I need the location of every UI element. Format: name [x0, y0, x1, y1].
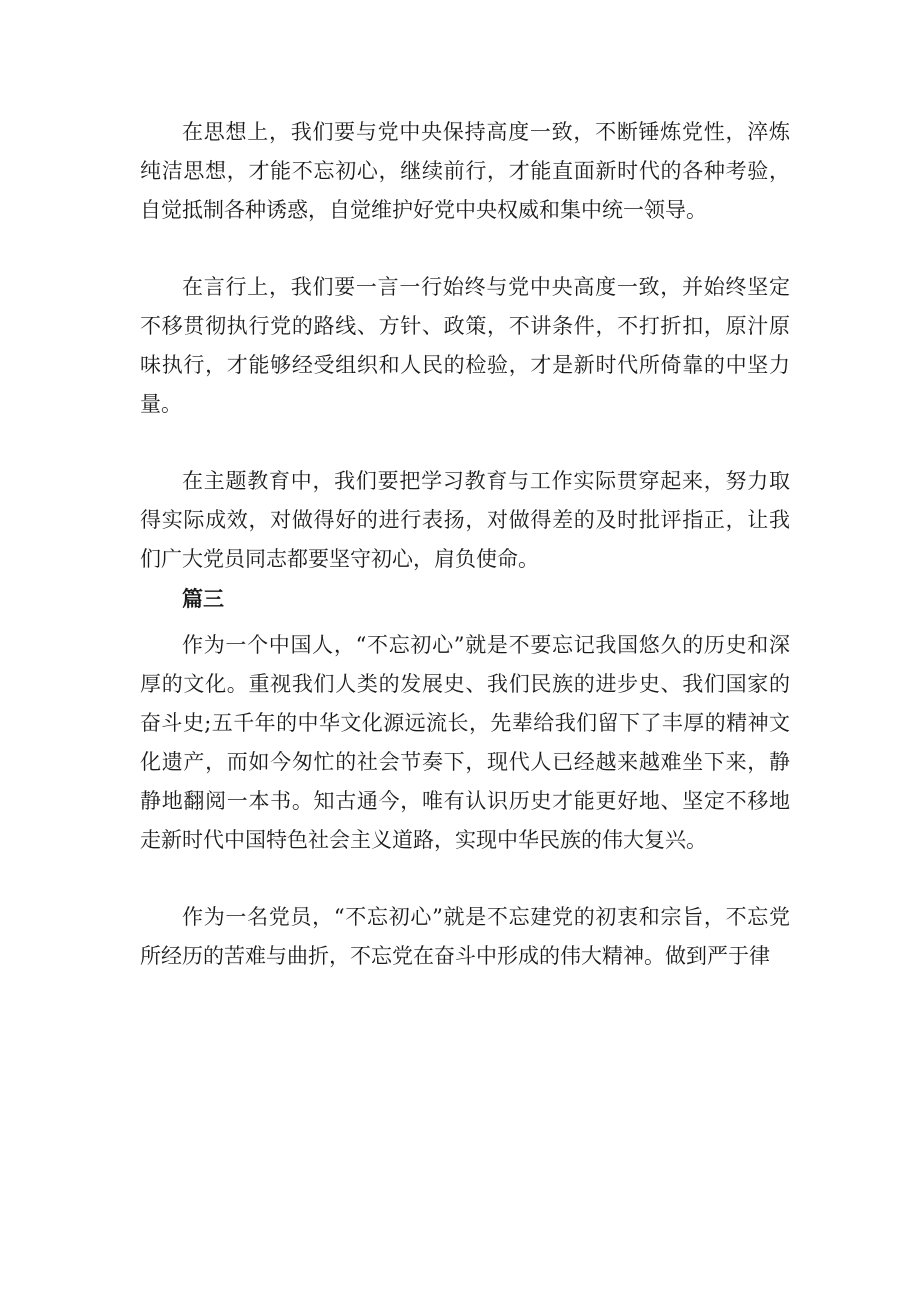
paragraph-party-member: 作为一名党员，“不忘初心”就是不忘建党的初衷和宗旨，不忘党所经历的苦难与曲折，不忘党在奋斗中形成的伟大精神。做到严于律: [140, 905, 790, 968]
section-heading: 篇三: [182, 586, 224, 611]
document-body: [140, 113, 790, 976]
paragraph-theme-education: 在主题教育中，我们要把学习教育与工作实际贯穿起来，努力取得实际成效，对做得好的进行表扬，对做得差的及时批评指正，让我们广大党员同志都要坚守初心，肩负使命。: [140, 469, 790, 571]
paragraph-thought: 在思想上，我们要与党中央保持高度一致，不断锤炼党性，淬炼纯洁思想，才能不忘初心，继续前行，才能直面新时代的各种考验，自觉抵制各种诱惑，自觉维护好党中央权威和集中统一领导。: [140, 120, 790, 222]
paragraph-conduct: 在言行上，我们要一言一行始终与党中央高度一致，并始终坚定不移贯彻执行党的路线、方针、政策，不讲条件，不打折扣，原汁原味执行，才能够经受组织和人民的检验，才是新时代所倚靠的中坚力量。: [140, 275, 790, 416]
paragraph-chinese-citizen: 作为一个中国人，“不忘初心”就是不要忘记我国悠久的历史和深厚的文化。重视我们人类的发展史、我们民族的进步史、我们国家的奋斗史;五千年的中华文化源远流长，先辈给我们留下了丰厚的精神文化遗产，而如今匆忙的社会节奏下，现代人已经越来越难坐下来，静静地翻阅一本书。知古通今，唯有认识历史才能更好地、坚定不移地走新时代中国特色社会主义道路，实现中华民族的伟大复兴。: [140, 633, 790, 852]
